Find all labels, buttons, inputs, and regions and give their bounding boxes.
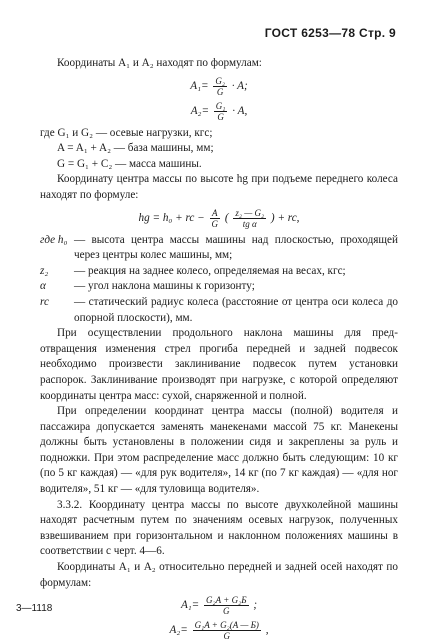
definition-z2-text: — реакция на заднее колесо, определяемая на весах, кгс; (74, 264, 346, 277)
definition-alpha-text: — угол наклона машины к горизонту; (74, 280, 255, 293)
where-axial-loads: где G₁ и G₂ — осевые нагрузки, кгс; (40, 126, 213, 139)
formula-a2-num: G₁ (215, 100, 226, 111)
formula-b2-fraction (193, 620, 261, 641)
document-body (40, 56, 398, 641)
formula-b1-fraction (204, 595, 248, 616)
paragraph-tilt: При осуществлении продольного наклона машины для предотвращения изменения стрел прогиба передней и задней подвесок необходимо произвести заклинивание подвесок путем установки распорок. Заклинивание производят при нагрузке, с которой определяют координаты центра масс: сухой, снаряженной и полной. (40, 327, 398, 402)
formula-b2-rhs: , (265, 624, 269, 637)
formula-b1-lhs: A₁= (180, 599, 200, 612)
intro-paragraph: Координаты A₁ и A₂ находят по формулам: (57, 57, 262, 69)
base-definition: A = A₁ + A₂ — база машины, мм; (57, 142, 214, 155)
formula-hg-paren-open: ( (224, 211, 229, 224)
hg-intro-paragraph: Координату центра массы по высоте hg при подъеме переднего колеса находят по формуле: (40, 173, 398, 201)
formula-a1-rhs: · A; (231, 79, 248, 92)
definition-h0-text: — высота центра массы машины над плоскостью, проходящей через центры колес машины, мм; (74, 233, 398, 262)
formula-a2 (40, 101, 398, 122)
definition-h0-symbol: где h₀ (40, 233, 68, 246)
formula-a2-rhs: · A, (232, 104, 248, 117)
formula-a1 (40, 76, 398, 97)
formula-hg-rhs: + rc, (277, 211, 300, 224)
formula-b2 (40, 620, 398, 641)
formula-hg-fraction-2 (233, 208, 266, 229)
formula-hg-num-1: A (210, 208, 221, 219)
paragraph-mannequins: При определении координат центра массы (полной) водителя и пассажира допускается заменять манекенами массой 75 кг. Манекены должны быть установлены в положении сидя и закреплены за руль и подножки. При этом распределение масс должно быть следующим: 10 кг (по 5 кг каждая) — «для рук водителя», 14 кг (по 7 кг каждая) — «для ног водителя», 51 кг — «для туловища водителя». (40, 405, 398, 496)
formula-a2-lhs: A₂= (190, 104, 209, 117)
formula-a1-den: G (216, 86, 224, 97)
formula-hg-lhs: hg = h₀ + rc − (138, 211, 205, 224)
formula-hg (40, 208, 398, 229)
formula-hg-den-1: G (211, 218, 219, 229)
formula-b1-rhs: ; (253, 599, 258, 612)
formula-hg-num-2: z₂ — G₂ (235, 207, 265, 218)
definition-rc-text: — статический радиус колеса (расстояние от центра оси колеса до опорной плоскости), мм. (74, 295, 398, 324)
formula-b2-num: G₁A + G₂(A — Б) (194, 620, 259, 631)
formula-a1-fraction (213, 76, 227, 97)
paragraph-3-3-2: 3.3.2. Координату центра массы по высоте двухколейной машины находят расчетным путем по значениям осевых нагрузок, полученных взвешиванием при горизонтальном и наклонном положениях машины в соответствии с черт. 4—6. (40, 498, 398, 558)
formula-a1-num: G₂ (215, 75, 225, 86)
formula-hg-den-2: tg α (242, 218, 257, 229)
formula-hg-paren-close: ) (270, 211, 275, 224)
definition-rc-symbol: rc (40, 295, 49, 308)
page-footer: 3—1118 (16, 603, 53, 614)
mass-definition: G = G₁ + C₂ — масса машины. (57, 157, 202, 170)
definition-z2-symbol: z₂ (40, 264, 49, 277)
formula-a1-lhs: A₁= (190, 79, 209, 92)
formula-a2-fraction (214, 101, 228, 122)
formula-b1-num: G₂A + G₂Б (206, 595, 247, 606)
formula-hg-fraction-1 (210, 208, 221, 229)
formula-b1-den: G (223, 606, 230, 617)
formula-b1 (40, 595, 398, 616)
definition-alpha-symbol: α (40, 280, 46, 293)
definition-z2 (40, 264, 398, 280)
definition-h0 (40, 233, 398, 264)
paragraph-coordinates: Координаты A₁ и A₂ относительно передней и задней осей находят по формулам: (40, 561, 398, 589)
page-header: ГОСТ 6253—78 Стр. 9 (264, 26, 396, 40)
formula-b2-den: G (223, 631, 230, 641)
formula-a2-den: G (217, 111, 224, 122)
formula-b2-lhs: A₂= (169, 624, 188, 637)
definition-rc (40, 295, 398, 326)
definition-alpha (40, 279, 398, 295)
